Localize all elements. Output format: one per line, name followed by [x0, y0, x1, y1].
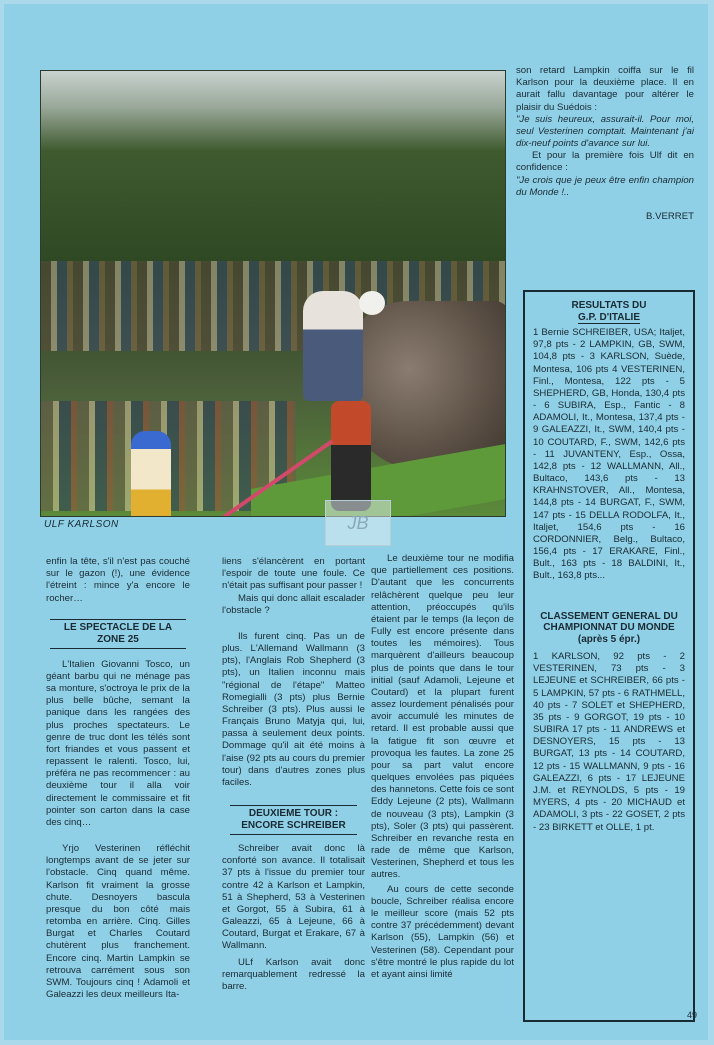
results-title	[533, 300, 685, 323]
results-title-line2: G.P. D'ITALIE	[577, 311, 641, 323]
rider	[303, 291, 363, 401]
race-photo	[40, 70, 506, 517]
quote: "Je crois que je peux être enfin champion du Monde !..	[516, 174, 694, 198]
photo-caption: ULF KARLSON	[44, 519, 119, 530]
paragraph: enfin la tête, s'il n'est pas couché sur le gazon (!), une évidence l'étreint : mince y'a encore le rocher…	[46, 556, 190, 604]
paragraph: Mais qui donc allait escalader l'obstacle ?	[222, 592, 365, 616]
results-box	[523, 290, 698, 1022]
section-heading: LE SPECTACLE DE LA ZONE 25	[50, 619, 186, 649]
paragraph: Yrjo Vesterinen réfléchit longtemps avant de se jeter sur l'obstacle. Cinq quand même. Karlson fit vraiment la grosse chute. Desnoyers bascula presque du bon côté mais retomba en arrière. Cinq. Gilles Burgat et Charles Coutard chutèrent plus franchement. Encore cinq. Martin Lampkin se retrouva carrément sous son SWM. Toujours cinq ! Adamoli et Galeazzi les deux meilleurs Ita-	[46, 843, 190, 1001]
paragraph: L'Italien Giovanni Tosco, un géant barbu qui ne ménage pas sa monture, s'octroya le prix de la plus belle bûche, semant la panique dans les rangées des plus proches spectateurs. Le genre de truc dont les télés sont fort friandes et vous passent et repassent le ralenti. Tosco, lui, préféra ne pas recommencer : au deuxième tour il alla voir directement le commissaire et fit pointer son carton dans la case des cinq…	[46, 658, 190, 828]
column-1	[46, 556, 190, 1001]
paragraph: son retard Lampkin coiffa sur le fil Karlson pour la deuxième place. Il en aurait fallu davantage pour altérer le plaisir du Suédois :	[516, 65, 694, 113]
results-list: 1 Bernie SCHREIBER, USA; Italjet, 97,8 pts - 2 LAMPKIN, GB, SWM, 104,8 pts - 3 KARLSON, Suède, Montesa, 106 pts 4 VESTERINEN, Finl., Montesa, 122 pts - 5 SHEPHERD, GB, Honda, 130,4 pts - 6 SUBIRA, Esp., Fantic - 8 ADAMOLI, It., Montesa, 137,4 pts - 9 GALEAZZI, It., SWM, 140,4 pts - 10 COUTARD, F., SWM, 142,6 pts - 11 JUVANTENY, Esp., Ossa, 142,8 pts - 12 WALLMANN, All., Bultaco, 143,6 pts - 13 KRAHNSTOVER, All., Montesa, 144,8 pts - 14 BURGAT, F., SWM, 147 pts - 15 DELLA RODOLFA, It., Italjet, 154,6 pts - 16 CORDONNIER, Belg., Bultaco, 156,4 pts - 17 ERAKARE, Finl., Bult., 163 pts - 18 BALDINI, It., Bult., 163,8 pts...	[533, 327, 685, 582]
standings-list: 1 KARLSON, 92 pts - 2 VESTERINEN, 73 pts - 3 LEJEUNE et SCHREIBER, 66 pts - 5 LAMPKIN, 57 pts - 6 RATHMELL, 40 pts - 7 SOLET et SHEPHERD, 35 pts - 9 GORGOT, 19 pts - 10 SUBIRA 17 pts - 11 ANDREWS et DESNOYERS, 15 pts - 13 BURGAT, 13 pts - 14 COUTARD, 12 pts - 15 WALLMANN, 9 pts - 16 GALEAZZI, 6 pts - 17 LEJEUNE J.M. et REYNOLDS, 5 pts - 19 MYERS, 4 pts - 20 MICHAUD et ADAMOLI, 3 pts - 22 GOSET, 2 pts - 23 BIRKETT et OLLE, 1 pt.	[533, 651, 685, 833]
standings-title: CLASSEMENT GENERAL DU CHAMPIONNAT DU MONDE (après 5 épr.)	[540, 610, 678, 645]
paragraph: Le deuxième tour ne modifia que partiellement ces positions. D'autant que les concurrents relâchèrent quelque peu leur attention, préoccupés qu'ils étaient par le temps (la leçon de Fully est encore présente dans toutes les mémoires). Tous marquèrent d'ailleurs beaucoup plus de points que dans le tour initial (sauf Adamoli, Lejeune et Coutard) et la plupart furent assez lourdement pénalisés pour avoir accumulé les minutes de retard. Il est probable aussi que la fatigue fit son œuvre et provoqua les fautes. La zone 25 pour sa part valut encore quelques envolées pas piquées des hannetons. Cette fois ce sont Eddy Lejeune (2 pts), Wallmann de nouveau (3 pts), Lampkin (3 pts), Soler (3 pts) qui passèrent. Schreiber en revanche resta en rade de même que Karlson, Vesterinen, Shepherd et tous les autres.	[371, 553, 514, 881]
results-title-line1: RESULTATS DU	[571, 300, 647, 311]
column-top-right	[516, 65, 694, 223]
paragraph: Et pour la première fois Ulf dit en confidence :	[516, 150, 694, 174]
paragraph: Au cours de cette seconde boucle, Schreiber réalisa encore le meilleur score (mais 52 pts contre 37 précédemment) devant Karlson (55), Lampkin (56) et Vesterinen (58). Cependant pour s'être montré le plus rapide du lot et ayant ainsi limité	[371, 883, 514, 980]
column-3	[371, 553, 514, 981]
official-figure	[131, 431, 171, 517]
trial-bike	[331, 401, 371, 511]
paragraph: Schreiber avait donc là conforté son avance. Il totalisait 37 pts à l'issue du premier tour contre 42 à Karlson et Lampkin, 51 à Shepherd, 53 à Vesterinen et Gorgot, 55 à Subira, 61 à Galeazzi, 65 à Lejeune, 66 à Coutard, Burgat et Erakare, 67 à Wallmann.	[222, 843, 365, 952]
page-number: 49	[687, 1010, 698, 1020]
author-signature: B.VERRET	[646, 210, 694, 222]
quote: "Je suis heureux, assurait-il. Pour moi, seul Vesterinen comptait. Maintenant j'ai dix-neuf points d'avance sur lui.	[516, 113, 694, 150]
paragraph: ULf Karlson avait donc remarquablement redressé la barre.	[222, 956, 365, 992]
paragraph: Ils furent cinq. Pas un de plus. L'Allemand Wallmann (3 pts), l'Anglais Rob Shepherd (3 pts), un Italien inconnu mais "régional de l'étape" Matteo Romegialli (3 pts) plus Bernie Schreiber (3 pts). Plus aussi le Français Bruno Matyja qui, lui, passa à seulement deux points. Dommage qu'il ait été moins à l'aise (92 pts au cours du premier tour) dans d'autres zones plus faciles.	[222, 630, 365, 788]
column-2	[222, 556, 365, 993]
section-heading: DEUXIEME TOUR : ENCORE SCHREIBER	[230, 805, 357, 835]
rider-helmet	[359, 291, 385, 315]
watermark-logo: JB	[325, 500, 391, 546]
paragraph: liens s'élancèrent en portant l'espoir de toute une foule. Ce n'était pas suffisant pour passer !	[222, 556, 365, 592]
